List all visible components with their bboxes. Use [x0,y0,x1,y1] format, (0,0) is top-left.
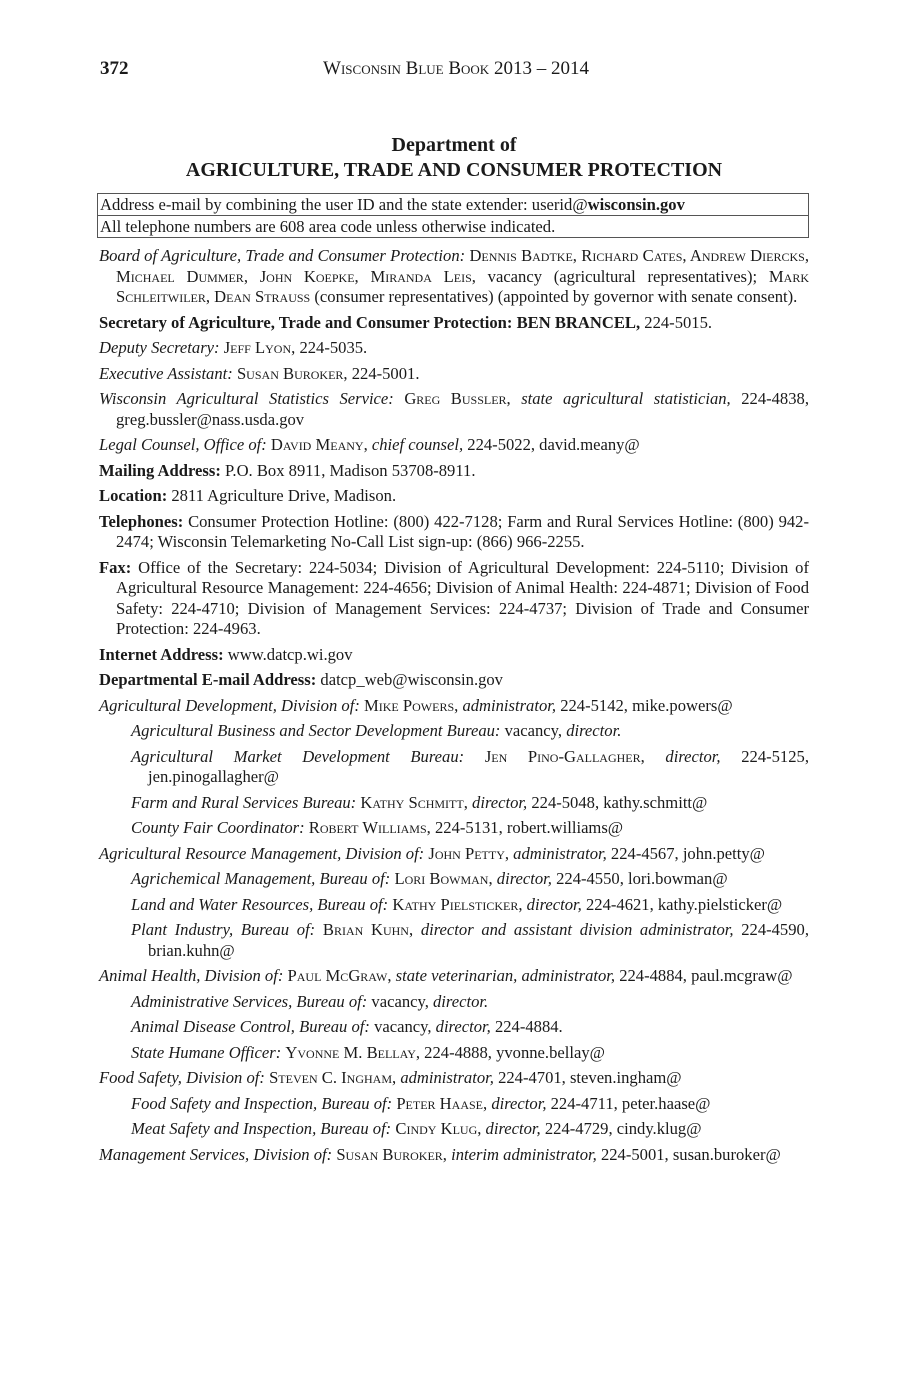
running-title: Wisconsin Blue Book 2013 – 2014 [323,58,589,79]
statistics-service-entry: Wisconsin Agricultural Statistics Service: Greg Bussler, state agricultural statistician, 224-4838, greg.bussler@nass.usda.gov [99,389,809,429]
animal-health-entry: Animal Health, Division of: Paul McGraw, state veterinarian, administrator, 224-4884, paul.mcgraw@ [99,966,793,985]
food-inspection-bureau-entry: Food Safety and Inspection, Bureau of: Peter Haase, director, 224-4711, peter.haase@ [131,1093,711,1113]
market-development-bureau-entry: Agricultural Market Development Bureau: Jen Pino-Gallagher, director, 224-5125, jen.pinogallagher@ [131,746,809,786]
running-head [100,56,812,82]
administrative-services-bureau-entry: Administrative Services, Bureau of: vacancy, director. [131,991,489,1011]
legal-counsel-entry: Legal Counsel, Office of: David Meany, chief counsel, 224-5022, david.meany@ [99,435,640,454]
agricultural-development-entry: Agricultural Development, Division of: Mike Powers, administrator, 224-5142, mike.powers@ [99,695,733,715]
secretary-name: BEN BRANCEL, [516,312,641,332]
animal-disease-control-bureau-entry: Animal Disease Control, Bureau of: vacancy, director, 224-4884. [131,1017,563,1036]
internet-address-link[interactable]: www.datcp.wi.gov [227,644,353,664]
meat-inspection-bureau-entry: Meat Safety and Inspection, Bureau of: Cindy Klug, director, 224-4729, cindy.klug@ [131,1119,702,1138]
phone-note: All telephone numbers are 608 area code unless otherwise indicated. [98,215,808,237]
land-water-bureau-entry: Land and Water Resources, Bureau of: Kathy Pielsticker, director, 224-4621, kathy.pielsticker@ [131,894,783,914]
location-entry: Location: 2811 Agriculture Drive, Madison. [99,486,397,505]
board-entry: Board of Agriculture, Trade and Consumer Protection: Dennis Badtke, Richard Cates, Andrew Diercks, Michael Dummer, John Koepke, Miranda Leis, vacancy (agricultural representatives); Mark Schleitwiler, Dean Strauss (consumer representatives) (appointed by governor with senate consent). [99,246,809,306]
departmental-email-link[interactable]: datcp_web@wisconsin.gov [320,670,503,689]
agrichemical-bureau-entry: Agrichemical Management, Bureau of: Lori Bowman, director, 224-4550, lori.bowman@ [131,869,728,888]
email-domain: wisconsin.gov [587,195,685,214]
department-heading [98,133,810,183]
county-fair-coordinator-entry: County Fair Coordinator: Robert Williams, 224-5131, robert.williams@ [131,818,624,837]
email-instructions: Address e-mail by combining the user ID and the state extender: userid@wisconsin.gov [100,195,685,214]
page-number: 372 [100,58,129,79]
business-sector-bureau-entry: Agricultural Business and Sector Development Bureau: vacancy, director. [131,721,622,740]
internet-address-entry: Internet Address: www.datcp.wi.gov [99,644,353,664]
telephones-entry: Telephones: Consumer Protection Hotline: (800) 422-7128; Farm and Rural Services Hotline: (800) 942-2474; Wisconsin Telemarketing No-Call List sign-up: (866) 966-2255. [99,511,809,551]
food-safety-entry: Food Safety, Division of: Steven C. Ingham, administrator, 224-4701, steven.ingham@ [99,1068,682,1087]
deputy-entry: Deputy Secretary: Jeff Lyon, 224-5035. [99,338,368,357]
departmental-email-entry: Departmental E-mail Address: datcp_web@wisconsin.gov [99,670,503,689]
fax-entry: Fax: Office of the Secretary: 224-5034; Division of Agricultural Development: 224-5110; Division of Agricultural Resource Management: 224-4656; Division of Animal Health: 224-4871; Division of Food Safety: 224-4710; Division of Management Services: 224-4737; Division of Trade and Consumer Protection: 224-4963. [99,557,810,638]
directory-entries [99,246,809,1170]
secretary-entry: Secretary of Agriculture, Trade and Consumer Protection: BEN BRANCEL, 224-5015. [99,312,713,332]
farm-rural-services-bureau-entry: Farm and Rural Services Bureau: Kathy Schmitt, director, 224-5048, kathy.schmitt@ [131,792,708,812]
plant-industry-bureau-entry: Plant Industry, Bureau of: Brian Kuhn, director and assistant division administrator, 224-4590, brian.kuhn@ [131,920,809,960]
executive-assistant-entry: Executive Assistant: Susan Buroker, 224-5001. [99,363,420,383]
heading-line-1: Department of [391,134,517,156]
mailing-address-entry: Mailing Address: P.O. Box 8911, Madison 53708-8911. [99,460,476,480]
management-services-entry: Management Services, Division of: Susan Buroker, interim administrator, 224-5001, susan.buroker@ [99,1144,781,1164]
heading-line-2: AGRICULTURE, TRADE AND CONSUMER PROTECTION [185,159,723,181]
humane-officer-entry: State Humane Officer: Yvonne M. Bellay, 224-4888, yvonne.bellay@ [131,1042,605,1062]
agricultural-resource-management-entry: Agricultural Resource Management, Division of: John Petty, administrator, 224-4567, john.petty@ [99,843,765,863]
info-box [97,193,809,238]
